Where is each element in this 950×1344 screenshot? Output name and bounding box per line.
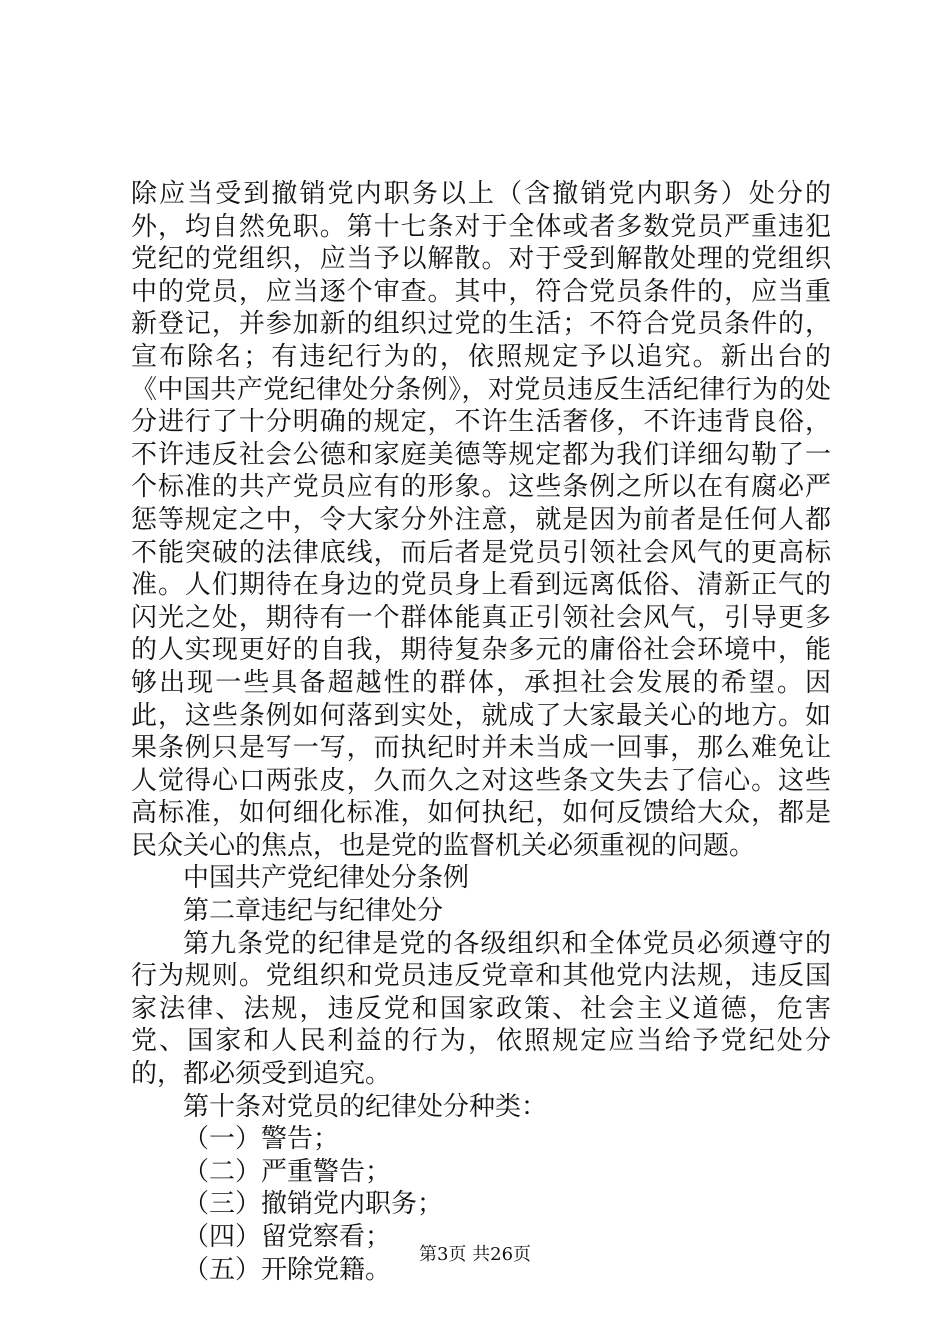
list-item-probation: （四）留党察看； xyxy=(183,1222,392,1252)
document-body xyxy=(131,178,831,1286)
list-item-expulsion: （五）开除党籍。 xyxy=(183,1254,392,1285)
list-item-remove-post: （三）撤销党内职务； xyxy=(183,1189,444,1220)
list-item-serious-warning: （二）严重警告； xyxy=(183,1156,392,1187)
paragraph-regulation-title: 中国共产党纪律处分条例 xyxy=(183,863,470,894)
paragraph-chapter-heading: 第二章违纪与纪律处分 xyxy=(183,896,444,927)
paragraph-article-10: 第十条对党员的纪律处分种类： xyxy=(183,1091,548,1122)
paragraph-article-9: 第九条党的纪律是党的各级组织和全体党员必须遵守的行为规则。党组织和党员违反党章和其他党内法规，违反国家法律、法规，违反党和国家政策、社会主义道德，危害党、国家和人民利益的行为，依照规定应当给予党纪处分的，都必须受到追究。 xyxy=(131,928,831,1090)
page-number-footer: 第3页 共26页 xyxy=(418,1244,532,1265)
paragraph-continued-text: 除应当受到撤销党内职务以上（含撤销党内职务）处分的外，均自然免职。第十七条对于全体或者多数党员严重违犯党纪的党组织，应当予以解散。对于受到解散处理的党组织中的党员，应当逐个审查。其中，符合党员条件的，应当重新登记，并参加新的组织过党的生活；不符合党员条件的，宣布除名；有违纪行为的，依照规定予以追究。新出台的《中国共产党纪律处分条例》，对党员违反生活纪律行为的处分进行了十分明确的规定，不许生活奢侈，不许违背良俗，不许违反社会公德和家庭美德等规定都为我们详细勾勒了一个标准的共产党员应有的形象。这些条例之所以在有腐必严惩等规定之中，令大家分外注意，就是因为前者是任何人都不能突破的法律底线，而后者是党员引领社会风气的更高标准。人们期待在身边的党员身上看到远离低俗、清新正气的闪光之处，期待有一个群体能真正引领社会风气，引导更多的人实现更好的自我，期待复杂多元的庸俗社会环境中，能够出现一些具备超越性的群体，承担社会发展的希望。因此，这些条例如何落到实处，就成了大家最关心的地方。如果条例只是写一写，而执纪时并未当成一回事，那么难免让人觉得心口两张皮，久而久之对这些条文失去了信心。这些高标准，如何细化标准，如何执纪，如何反馈给大众，都是民众关心的焦点，也是党的监督机关必须重视的问题。 xyxy=(131,179,831,861)
list-item-warning: （一）警告； xyxy=(183,1124,340,1155)
